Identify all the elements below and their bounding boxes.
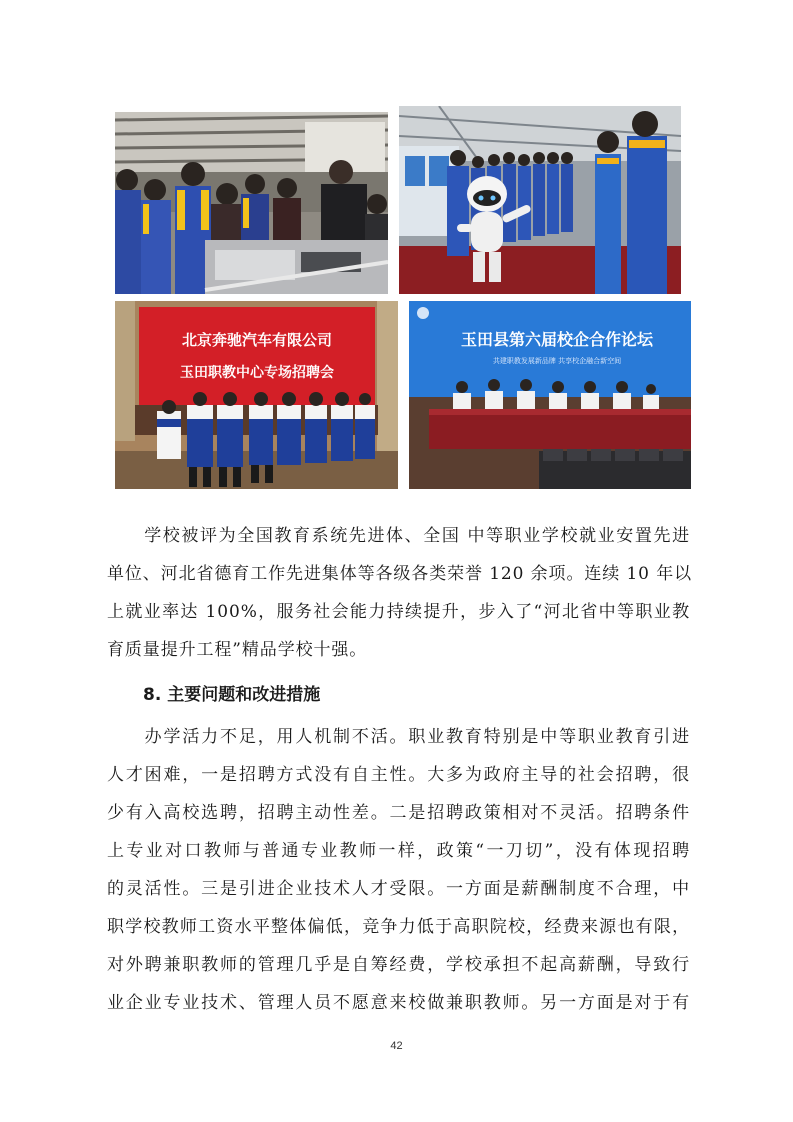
photo-workshop-students <box>115 112 388 294</box>
photo-cooperation-forum <box>409 301 691 489</box>
text-line: 的灵活性。三是引进企业技术人才受限。一方面是薪酬制度不合理，中 <box>107 879 690 899</box>
text-line: 对外聘兼职教师的管理几乎是自筹经费，学校承担不起高薪酬，导致行 <box>107 955 690 975</box>
text-line: 上就业率达 100%，服务社会能力持续提升，步入了“河北省中等职业教 <box>107 602 690 622</box>
forum-banner-subtitle: 共建职教发展新品牌 共享校企融合新空间 <box>492 357 622 365</box>
forum-banner-title: 玉田县第六届校企合作论坛 <box>460 330 654 349</box>
paragraph-problems <box>107 718 690 1022</box>
photo-recruitment-fair <box>115 301 398 489</box>
section-heading: 8. 主要问题和改进措施 <box>143 685 321 705</box>
text-line: 办学活力不足，用人机制不活。职业教育特别是中等职业教育引进 <box>107 727 690 747</box>
text-line: 业企业专业技术、管理人员不愿意来校做兼职教师。另一方面是对于有 <box>107 993 690 1013</box>
paragraph-honors <box>107 517 690 669</box>
photo-robot-exhibition <box>399 106 681 294</box>
text-line: 学校被评为全国教育系统先进体、全国 中等职业学校就业安置先进 <box>107 526 690 546</box>
text-line: 职学校教师工资水平整体偏低，竞争力低于高职院校，经费来源也有限， <box>107 917 690 937</box>
text-line: 上专业对口教师与普通专业教师一样，政策“一刀切”，没有体现招聘 <box>107 841 690 861</box>
banner-line-1: 北京奔驰汽车有限公司 <box>181 331 333 349</box>
text-line: 人才困难，一是招聘方式没有自主性。大多为政府主导的社会招聘，很 <box>107 765 690 785</box>
banner-line-2: 玉田职教中心专场招聘会 <box>180 365 334 381</box>
page-number: 42 <box>390 1040 403 1052</box>
text-line: 单位、河北省德育工作先进集体等各级各类荣誉 120 余项。连续 10 年以 <box>107 564 692 584</box>
text-line: 少有入高校选聘，招聘主动性差。二是招聘政策相对不灵活。招聘条件 <box>107 803 690 823</box>
text-line: 育质量提升工程”精品学校十强。 <box>107 640 368 660</box>
